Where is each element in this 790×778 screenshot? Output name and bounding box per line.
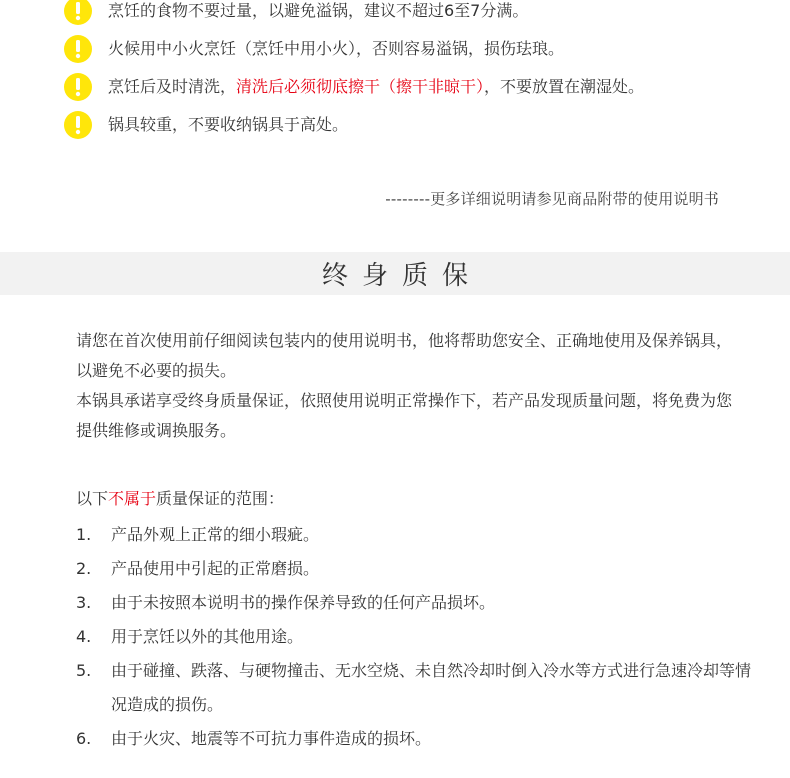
section-banner — [0, 252, 790, 295]
list-item — [76, 620, 756, 654]
list-item-text: 由于火灾、地震等不可抗力事件造成的损坏。 — [111, 729, 432, 748]
warning-item — [64, 0, 764, 30]
intro-paragraph: 本锅具承诺享受终身质量保证，依照使用说明正常操作下，若产品发现质量问题，将免费为您提供维修或调换服务。 — [76, 391, 733, 440]
warning-text-post: ，不要放置在潮湿处。 — [484, 77, 645, 96]
warning-highlight: 清洗后必须彻底擦干（擦干非晾干） — [236, 77, 485, 96]
exclamation-icon — [64, 35, 92, 63]
list-item — [76, 518, 756, 552]
list-item-number: 6. — [76, 729, 92, 748]
exclamation-icon — [64, 73, 92, 101]
list-item — [76, 552, 756, 586]
warning-item — [64, 106, 764, 144]
section-title: 终身质保 — [321, 261, 482, 291]
list-item-text: 由于未按照本说明书的操作保养导致的任何产品损坏。 — [111, 593, 496, 612]
exclamation-icon — [64, 0, 92, 25]
exclusion-heading-pre: 以下 — [76, 489, 109, 508]
warning-item — [64, 30, 764, 68]
list-item — [76, 586, 756, 620]
list-item — [76, 654, 756, 722]
exclamation-icon — [64, 111, 92, 139]
exclusion-heading-post: 质量保证的范围： — [156, 489, 285, 508]
warning-text — [108, 77, 644, 97]
warning-list — [64, 0, 764, 144]
manual-reference-note: --------更多详细说明请参见商品附带的使用说明书 — [385, 190, 719, 208]
list-item-number: 5. — [76, 661, 92, 680]
warning-item — [64, 68, 764, 106]
list-item-number: 3. — [76, 593, 92, 612]
list-item-text: 产品使用中引起的正常磨损。 — [111, 559, 320, 578]
intro-paragraph: 请您在首次使用前仔细阅读包装内的使用说明书，他将帮助您安全、正确地使用及保养锅具，以避免不必要的损失。 — [76, 331, 733, 380]
exclusion-list — [76, 518, 756, 756]
warning-text: 烹饪的食物不要过量，以避免溢锅，建议不超过6至7分满。 — [108, 1, 529, 20]
list-item-number: 4. — [76, 627, 92, 646]
exclusion-heading — [76, 484, 284, 514]
list-item-text: 由于碰撞、跌落、与硬物撞击、无水空烧、未自然冷却时倒入冷水等方式进行急速冷却等情况造成的损伤。 — [111, 661, 752, 714]
exclusion-heading-highlight: 不属于 — [108, 489, 157, 508]
list-item — [76, 722, 756, 756]
warning-text: 火候用中小火烹饪（烹饪中用小火），否则容易溢锅，损伤珐琅。 — [108, 39, 565, 58]
warning-text-pre: 烹饪后及时清洗， — [108, 77, 237, 96]
list-item-text: 产品外观上正常的细小瑕疵。 — [111, 525, 320, 544]
warning-text: 锅具较重，不要收纳锅具于高处。 — [108, 115, 349, 134]
list-item-number: 1. — [76, 525, 92, 544]
list-item-text: 用于烹饪以外的其他用途。 — [111, 627, 304, 646]
list-item-number: 2. — [76, 559, 92, 578]
